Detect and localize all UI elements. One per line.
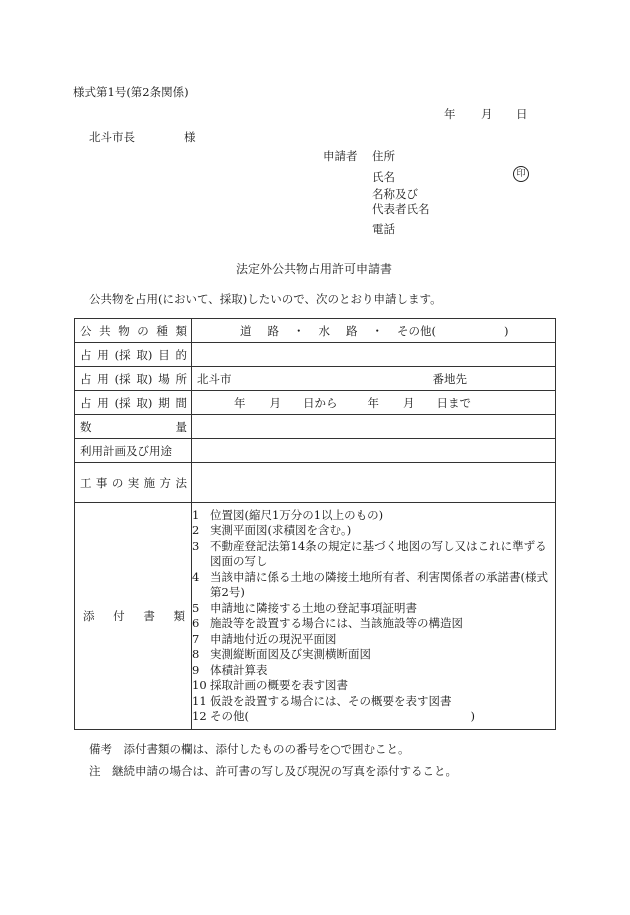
attachment-text: 採取計画の概要を表す図書	[210, 678, 348, 692]
row-purpose	[75, 343, 556, 367]
attachment-number: 4	[192, 569, 200, 584]
plan-label-cell	[75, 439, 192, 463]
attachment-item[interactable]	[192, 632, 555, 648]
period-label: 占 用 (採 取) 期 間	[80, 395, 187, 410]
attachment-number: 10	[192, 678, 207, 692]
period-value-cell[interactable]	[192, 391, 556, 415]
type-water-1: 水	[318, 323, 330, 338]
purpose-value-cell[interactable]	[192, 343, 556, 367]
date-day-label: 日	[516, 107, 528, 121]
attachment-number: 12	[192, 709, 207, 723]
type-road-2: 路	[267, 323, 279, 338]
plan-label: 利用計画及び用途	[80, 443, 172, 458]
seal-mark	[513, 166, 529, 182]
attach-label-cell	[75, 503, 192, 730]
type-label-cell	[75, 319, 192, 343]
honorific: 様	[184, 130, 196, 144]
type-dot-2: ・	[371, 323, 383, 338]
name-label: 氏名	[372, 170, 395, 184]
attachment-list	[192, 503, 556, 730]
row-public-type	[75, 319, 556, 343]
type-label: 公 共 物 の 種 類	[80, 323, 187, 338]
attachment-text: 体積計算表	[210, 662, 268, 677]
attachment-item[interactable]	[192, 539, 555, 570]
type-value-cell[interactable]	[192, 319, 556, 343]
remark-note: 備考 添付書類の欄は、添付したものの番号を○で囲むこと。	[89, 742, 410, 756]
attachment-other-close: )	[470, 709, 475, 723]
date-month-label: 月	[481, 107, 493, 121]
row-location	[75, 367, 556, 391]
period-to-month: 月	[403, 395, 415, 410]
attachment-number: 3	[192, 538, 200, 553]
attachment-text: 実測縦断面図及び実測横断面図	[210, 647, 371, 661]
method-label: 工 事 の 実 施 方 法	[80, 475, 187, 490]
type-other: その他(	[397, 323, 436, 338]
application-table	[74, 318, 556, 730]
plan-value-cell[interactable]	[192, 439, 556, 463]
location-suffix: 番地先	[432, 371, 467, 386]
attachment-text: 不動産登記法第14条の規定に基づく地図の写し又はこれに準ずる図面の写し	[210, 538, 547, 568]
attachment-number: 1	[192, 507, 200, 522]
attachment-text: 当該申請に係る土地の隣接土地所有者、利害関係者の承諾書(様式第2号)	[210, 569, 548, 599]
attachment-number: 8	[192, 647, 200, 661]
period-label-cell	[75, 391, 192, 415]
location-label: 占 用 (採 取) 場 所	[80, 371, 187, 386]
attachment-item[interactable]	[192, 523, 555, 539]
row-quantity	[75, 415, 556, 439]
attachment-item[interactable]	[192, 570, 555, 601]
seal-text: 印	[516, 169, 526, 179]
org-label-line2: 代表者氏名	[372, 202, 430, 216]
row-period	[75, 391, 556, 415]
address-label: 住所	[372, 149, 395, 163]
attachment-number: 6	[192, 616, 200, 630]
attachment-number: 5	[192, 600, 200, 615]
period-to-year: 年	[367, 395, 379, 410]
type-road-1: 道	[240, 323, 252, 338]
period-to: 日まで	[436, 395, 471, 410]
type-other-close: )	[504, 323, 509, 338]
attach-label: 添 付 書 類	[83, 609, 185, 623]
period-from: 日から	[303, 395, 338, 410]
attachment-number: 9	[192, 662, 200, 677]
purpose-label: 占 用 (採 取) 目 的	[80, 347, 187, 362]
attachment-item[interactable]	[192, 694, 555, 710]
attachment-number: 7	[192, 631, 200, 646]
document-title: 法定外公共物占用許可申請書	[236, 262, 393, 276]
location-value-cell[interactable]	[192, 367, 556, 391]
attachment-text: 施設等を設置する場合には、当該施設等の構造図	[210, 616, 463, 630]
attachment-item[interactable]	[192, 616, 555, 632]
attachment-item[interactable]	[192, 647, 555, 663]
attachment-item[interactable]	[192, 678, 555, 694]
attachment-item[interactable]	[192, 663, 555, 679]
attachment-number: 2	[192, 523, 200, 537]
method-label-cell	[75, 463, 192, 503]
attachment-text: 申請地付近の現況平面図	[210, 631, 337, 646]
type-dot-1: ・	[293, 323, 305, 338]
quantity-label-cell	[75, 415, 192, 439]
attachment-text: 仮設を設置する場合には、その概要を表す図書	[210, 693, 452, 708]
location-city: 北斗市	[197, 371, 232, 386]
continuation-note: 注 継続申請の場合は、許可書の写し及び現況の写真を添付すること。	[89, 764, 457, 778]
org-label-line1: 名称及び	[372, 187, 418, 201]
attachment-item[interactable]	[192, 508, 555, 524]
attachment-item[interactable]	[192, 709, 555, 725]
attachment-text: 実測平面図(求積図を含む。)	[210, 523, 352, 537]
intro-text: 公共物を占用(において、採取)したいので、次のとおり申請します。	[89, 292, 442, 306]
attachment-text: 申請地に隣接する土地の登記事項証明書	[210, 600, 417, 615]
quantity-value-cell[interactable]	[192, 415, 556, 439]
attachment-number: 11	[192, 693, 207, 708]
row-attachments	[75, 503, 556, 730]
method-value-cell[interactable]	[192, 463, 556, 503]
period-from-year: 年	[234, 395, 246, 410]
quantity-label: 数 量	[80, 419, 187, 434]
addressee: 北斗市長	[89, 130, 135, 144]
type-water-2: 路	[346, 323, 358, 338]
date-year-label: 年	[444, 107, 456, 121]
applicant-role: 申請者	[323, 149, 358, 163]
attachment-item[interactable]	[192, 601, 555, 617]
period-from-month: 月	[269, 395, 281, 410]
location-label-cell	[75, 367, 192, 391]
row-method	[75, 463, 556, 503]
phone-label: 電話	[372, 222, 395, 236]
purpose-label-cell	[75, 343, 192, 367]
row-plan	[75, 439, 556, 463]
attachment-text: 位置図(縮尺1万分の1以上のもの)	[210, 507, 384, 522]
attachment-text: その他(	[210, 709, 249, 723]
form-number: 様式第1号(第2条関係)	[73, 85, 189, 99]
